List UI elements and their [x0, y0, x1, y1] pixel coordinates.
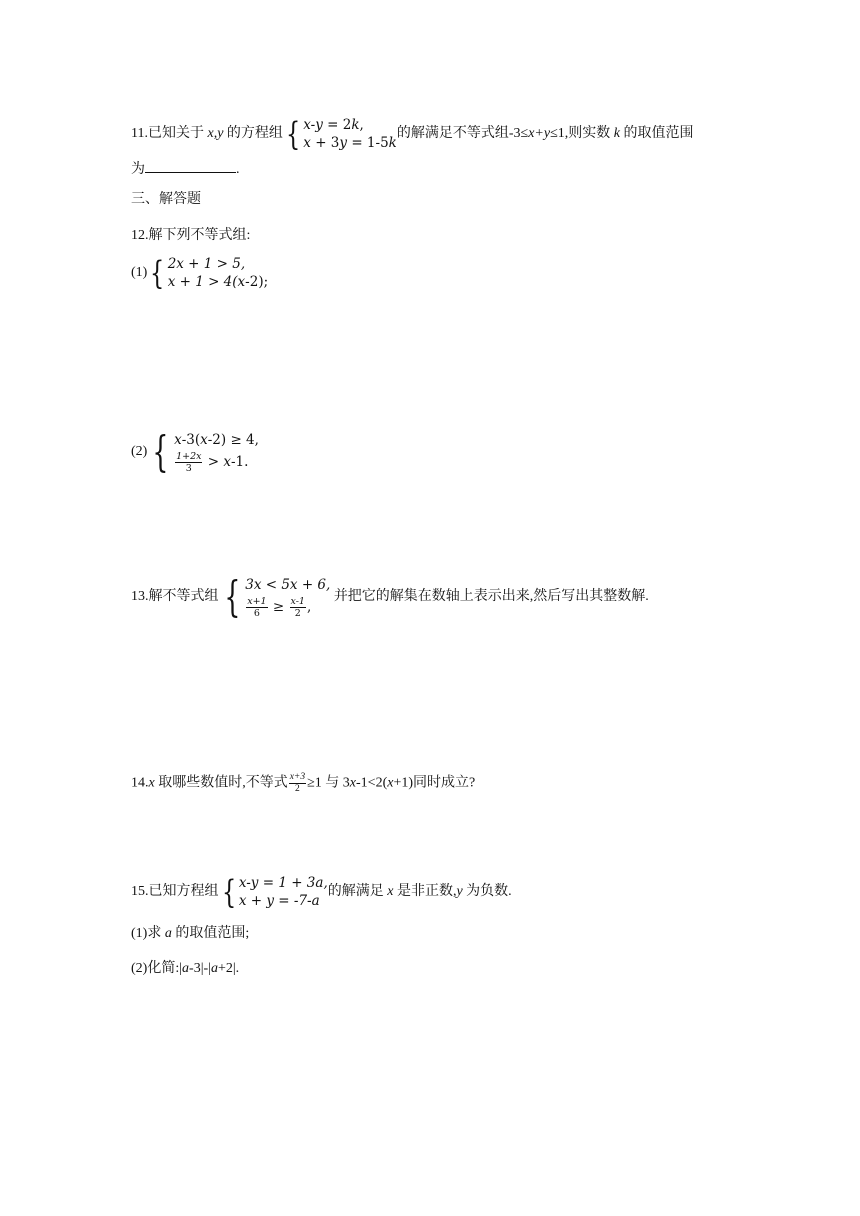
- q15-eq2: x + y = -7-a: [238, 893, 320, 909]
- question-15: [131, 874, 512, 910]
- q12-p2-fraction: $\frac{1+2x}{3}$: [176, 451, 202, 474]
- q12-p2-system: { x-3(x-2) ≥ 4, $\frac{1+2x}{3}$ > x-1.: [152, 427, 259, 476]
- q12-p2-eq1: x-3(x-2) ≥ 4,: [174, 432, 259, 448]
- q11-equation-system: { x-y = 2k, x + 3y = 1-5k: [285, 115, 397, 153]
- q14-x: x: [148, 775, 155, 791]
- q11-mid: 的方程组: [223, 126, 283, 142]
- question-12-part2: [131, 427, 259, 476]
- q14-text4: +1)同时成立?: [393, 775, 476, 791]
- q14-x2: x: [349, 775, 357, 791]
- q13-eq2: $\frac{x+1}{6}$ ≥ $\frac{x-1}{2}$ ,: [247, 596, 312, 619]
- q11-k: k: [613, 126, 620, 142]
- q14-text3: -1<2(: [356, 775, 388, 791]
- q13-system: { 3x < 5x + 6, $\frac{x+1}{6}$ ≥ $\frac{x-1}{2}$ ,: [223, 572, 331, 621]
- question-14: [131, 772, 475, 795]
- q11-eq1: x-y = 2k,: [303, 117, 364, 133]
- question-12-title: 12.解下列不等式组:: [131, 228, 251, 243]
- q13-prefix: 13.解不等式组: [131, 589, 219, 605]
- q11-eq2: x + 3y = 1-5k: [303, 135, 397, 151]
- q15-text3: 为负数.: [462, 884, 512, 900]
- q15-y: y: [456, 884, 463, 900]
- q11-after2: ≤1,则实数: [550, 126, 614, 142]
- question-13: [131, 572, 649, 621]
- q14-text2: ≥1 与 3: [307, 775, 350, 791]
- q12-p1-eq1: 2x + 1 > 5,: [167, 256, 246, 272]
- q12-p2-eq2: $\frac{1+2x}{3}$ > x-1.: [176, 451, 249, 474]
- q15-prefix: 15.已知方程组: [131, 884, 219, 900]
- section-heading: 三、解答题: [131, 192, 201, 207]
- q11-after: 的解满足不等式组-3≤: [396, 126, 529, 142]
- q14-x3: x: [387, 775, 394, 791]
- q14-prefix: 14.: [131, 775, 149, 791]
- question-12-part1: [131, 255, 268, 291]
- question-11-line2: [131, 158, 240, 180]
- q14-text1: 取哪些数值时,不等式: [154, 775, 288, 791]
- q11-line2-suffix: .: [236, 162, 240, 177]
- q13-fraction-2: $\frac{x-1}{2}$: [290, 596, 305, 619]
- q15-x: x: [387, 884, 394, 900]
- q13-eq1: 3x < 5x + 6,: [245, 577, 331, 593]
- q15-eq1: x-y = 1 + 3a,: [238, 875, 328, 891]
- q11-prefix: 11.已知关于: [131, 126, 208, 142]
- question-15-part2: (2)化简:|a-3|-|a+2|.: [131, 961, 240, 976]
- question-11-line1: [131, 116, 694, 152]
- q12-p1-label: (1): [131, 265, 148, 281]
- q12-p1-eq2: x + 1 > 4(x-2);: [167, 274, 269, 290]
- question-15-part1: (1)求 a 的取值范围;: [131, 926, 250, 941]
- q15-system: { x-y = 1 + 3a, x + y = -7-a: [221, 873, 328, 911]
- q11-xy: x+y: [528, 126, 551, 142]
- q13-suffix: 并把它的解集在数轴上表示出来,然后写出其整数解.: [330, 589, 649, 605]
- q12-p1-system: { 2x + 1 > 5, x + 1 > 4(x-2);: [150, 254, 269, 292]
- q11-vars: x,y: [207, 126, 224, 142]
- q11-line2-prefix: 为: [131, 162, 145, 177]
- q15-text2: 是非正数,: [393, 884, 457, 900]
- q13-fraction-1: $\frac{x+1}{6}$: [247, 596, 267, 619]
- q11-answer-blank[interactable]: [145, 158, 236, 173]
- q14-fraction: $\frac{x+3}{2}$: [289, 772, 306, 794]
- q12-p2-label: (2): [131, 444, 148, 460]
- q11-after3: 的取值范围: [620, 126, 694, 142]
- q15-text1: 的解满足: [327, 884, 388, 900]
